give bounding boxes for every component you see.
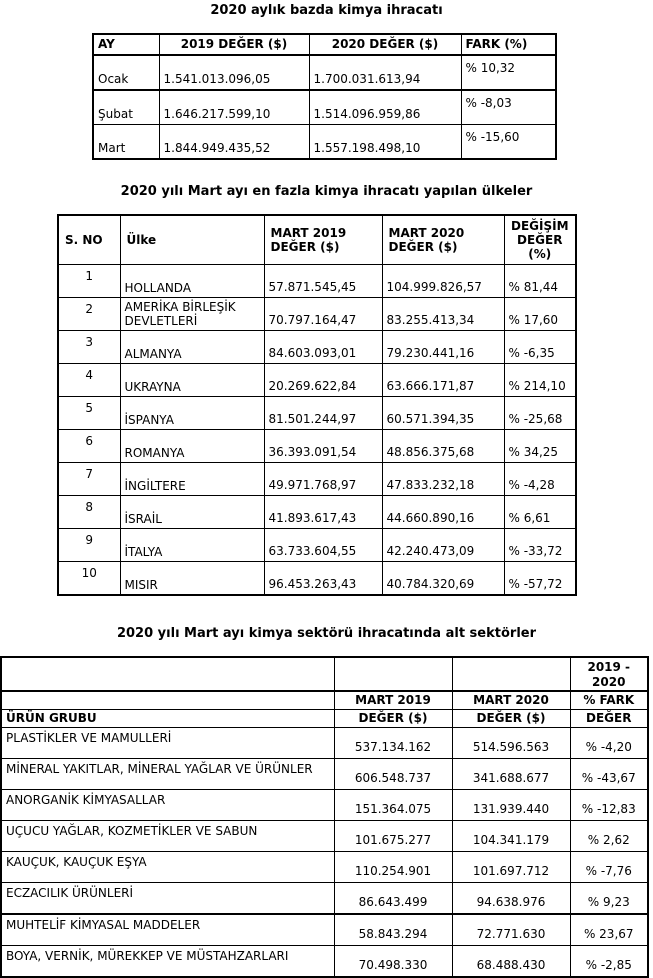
change-cell: % -33,72 bbox=[504, 529, 576, 562]
header-change-line1: DEĞİŞİM bbox=[510, 219, 569, 233]
table-header-row bbox=[58, 215, 576, 265]
table-row bbox=[58, 265, 576, 298]
value-2019-cell: 41.893.617,43 bbox=[264, 496, 382, 529]
value-2020-cell: 94.638.976 bbox=[452, 883, 570, 915]
table-header-row bbox=[1, 710, 648, 728]
header-2020-value: 2020 DEĞER ($) bbox=[309, 34, 461, 55]
table-header-row bbox=[93, 34, 556, 55]
value-2020-cell: 44.660.890,16 bbox=[382, 496, 504, 529]
difference-cell: % -15,60 bbox=[461, 125, 556, 160]
header-march-2019 bbox=[264, 215, 382, 265]
header-year-range-line2: 2020 bbox=[592, 675, 626, 689]
country-cell: ALMANYA bbox=[120, 331, 264, 364]
header-month: AY bbox=[93, 34, 159, 55]
value-2020-cell: 60.571.394,35 bbox=[382, 397, 504, 430]
value-2019-cell: 1.844.949.435,52 bbox=[159, 125, 309, 160]
country-cell: UKRAYNA bbox=[120, 364, 264, 397]
value-2019-cell: 63.733.604,55 bbox=[264, 529, 382, 562]
subsectors-table-title: 2020 yılı Mart ayı kimya sektörü ihracatında alt sektörler bbox=[116, 626, 537, 641]
header-change-line3: (%) bbox=[528, 247, 552, 261]
header-change bbox=[504, 215, 576, 265]
product-group-cell: BOYA, VERNİK, MÜREKKEP VE MÜSTAHZARLARI bbox=[1, 946, 334, 978]
change-cell: % 34,25 bbox=[504, 430, 576, 463]
country-cell: AMERİKA BİRLEŞİK DEVLETLERİ bbox=[120, 298, 264, 331]
country-cell: İNGİLTERE bbox=[120, 463, 264, 496]
table-row bbox=[93, 125, 556, 160]
subsectors-export-table bbox=[0, 656, 649, 978]
header-march-2020 bbox=[382, 215, 504, 265]
sequence-no-cell: 5 bbox=[58, 397, 120, 430]
difference-cell: % 9,23 bbox=[570, 883, 648, 915]
value-2020-cell: 63.666.171,87 bbox=[382, 364, 504, 397]
value-2019-cell: 110.254.901 bbox=[334, 852, 452, 883]
change-cell: % -4,28 bbox=[504, 463, 576, 496]
month-cell: Ocak bbox=[93, 55, 159, 90]
header-march-2019-line2: DEĞER ($) bbox=[270, 240, 340, 254]
product-group-cell: MUHTELİF KİMYASAL MADDELER bbox=[1, 914, 334, 946]
country-cell: İSPANYA bbox=[120, 397, 264, 430]
value-2020-cell: 40.784.320,69 bbox=[382, 562, 504, 596]
difference-cell: % 2,62 bbox=[570, 821, 648, 852]
sequence-no-cell: 1 bbox=[58, 265, 120, 298]
value-2020-cell: 79.230.441,16 bbox=[382, 331, 504, 364]
value-2019-cell: 36.393.091,54 bbox=[264, 430, 382, 463]
product-group-cell: UÇUCU YAĞLAR, KOZMETİKLER VE SABUN bbox=[1, 821, 334, 852]
value-2020-cell: 47.833.232,18 bbox=[382, 463, 504, 496]
product-group-cell: PLASTİKLER VE MAMULLERİ bbox=[1, 728, 334, 759]
value-2020-cell: 104.999.826,57 bbox=[382, 265, 504, 298]
value-2019-cell: 81.501.244,97 bbox=[264, 397, 382, 430]
value-2019-cell: 20.269.622,84 bbox=[264, 364, 382, 397]
change-cell: % 214,10 bbox=[504, 364, 576, 397]
value-2020-cell: 42.240.473,09 bbox=[382, 529, 504, 562]
monthly-section bbox=[0, 0, 653, 160]
value-2019-cell: 606.548.737 bbox=[334, 759, 452, 790]
product-group-cell: MİNERAL YAKITLAR, MİNERAL YAĞLAR VE ÜRÜNLER bbox=[1, 759, 334, 790]
change-cell: % -57,72 bbox=[504, 562, 576, 596]
table-row bbox=[58, 331, 576, 364]
country-cell: İTALYA bbox=[120, 529, 264, 562]
table-row bbox=[1, 883, 648, 915]
difference-cell: % 23,67 bbox=[570, 914, 648, 946]
difference-cell: % -12,83 bbox=[570, 790, 648, 821]
country-cell: MISIR bbox=[120, 562, 264, 596]
value-2019-cell: 86.643.499 bbox=[334, 883, 452, 915]
month-cell: Mart bbox=[93, 125, 159, 160]
header-product-group: ÜRÜN GRUBU bbox=[1, 710, 334, 728]
country-cell: HOLLANDA bbox=[120, 265, 264, 298]
header-empty-cell bbox=[334, 657, 452, 691]
value-2020-cell: 48.856.375,68 bbox=[382, 430, 504, 463]
monthly-export-table bbox=[92, 33, 557, 160]
countries-export-table bbox=[57, 214, 577, 596]
difference-cell: % 10,32 bbox=[461, 55, 556, 90]
value-2019-cell: 84.603.093,01 bbox=[264, 331, 382, 364]
table-row bbox=[1, 728, 648, 759]
value-2019-cell: 151.364.075 bbox=[334, 790, 452, 821]
header-empty-cell bbox=[452, 657, 570, 691]
value-2020-cell: 72.771.630 bbox=[452, 914, 570, 946]
value-2020-cell: 83.255.413,34 bbox=[382, 298, 504, 331]
table-row bbox=[93, 90, 556, 125]
product-group-cell: ANORGANİK KİMYASALLAR bbox=[1, 790, 334, 821]
value-2019-cell: 1.541.013.096,05 bbox=[159, 55, 309, 90]
header-value-2019: DEĞER ($) bbox=[334, 710, 452, 728]
header-value-2020: DEĞER ($) bbox=[452, 710, 570, 728]
sequence-no-cell: 8 bbox=[58, 496, 120, 529]
value-2020-cell: 1.700.031.613,94 bbox=[309, 55, 461, 90]
value-2019-cell: 49.971.768,97 bbox=[264, 463, 382, 496]
sequence-no-cell: 2 bbox=[58, 298, 120, 331]
header-year-range bbox=[570, 657, 648, 691]
header-2019-value: 2019 DEĞER ($) bbox=[159, 34, 309, 55]
table-row bbox=[1, 759, 648, 790]
table-row bbox=[58, 298, 576, 331]
value-2020-cell: 1.557.198.498,10 bbox=[309, 125, 461, 160]
table-header-row bbox=[1, 657, 648, 691]
subsectors-section bbox=[0, 626, 653, 978]
table-row bbox=[1, 852, 648, 883]
value-2020-cell: 514.596.563 bbox=[452, 728, 570, 759]
difference-cell: % -8,03 bbox=[461, 90, 556, 125]
countries-section bbox=[0, 184, 653, 596]
value-2020-cell: 68.488.430 bbox=[452, 946, 570, 978]
product-group-cell: KAUÇUK, KAUÇUK EŞYA bbox=[1, 852, 334, 883]
value-2019-cell: 58.843.294 bbox=[334, 914, 452, 946]
header-value-diff: DEĞER bbox=[570, 710, 648, 728]
change-cell: % 6,61 bbox=[504, 496, 576, 529]
table-row bbox=[58, 463, 576, 496]
sequence-no-cell: 9 bbox=[58, 529, 120, 562]
value-2020-cell: 104.341.179 bbox=[452, 821, 570, 852]
header-march-2020: MART 2020 bbox=[452, 691, 570, 710]
value-2019-cell: 70.498.330 bbox=[334, 946, 452, 978]
value-2019-cell: 96.453.263,43 bbox=[264, 562, 382, 596]
difference-cell: % -4,20 bbox=[570, 728, 648, 759]
table-row bbox=[93, 55, 556, 90]
difference-cell: % -2,85 bbox=[570, 946, 648, 978]
table-row bbox=[58, 430, 576, 463]
header-change-line2: DEĞER bbox=[517, 233, 563, 247]
difference-cell: % -43,67 bbox=[570, 759, 648, 790]
value-2020-cell: 1.514.096.959,86 bbox=[309, 90, 461, 125]
table-header-row bbox=[1, 691, 648, 710]
table-row bbox=[58, 364, 576, 397]
change-cell: % 17,60 bbox=[504, 298, 576, 331]
countries-table-title: 2020 yılı Mart ayı en fazla kimya ihracatı yapılan ülkeler bbox=[120, 184, 533, 199]
sequence-no-cell: 10 bbox=[58, 562, 120, 596]
value-2019-cell: 70.797.164,47 bbox=[264, 298, 382, 331]
header-march-2020-line2: DEĞER ($) bbox=[388, 240, 458, 254]
header-march-2019: MART 2019 bbox=[334, 691, 452, 710]
value-2019-cell: 537.134.162 bbox=[334, 728, 452, 759]
table-row bbox=[58, 496, 576, 529]
sequence-no-cell: 7 bbox=[58, 463, 120, 496]
table-row bbox=[1, 946, 648, 978]
month-cell: Şubat bbox=[93, 90, 159, 125]
value-2020-cell: 341.688.677 bbox=[452, 759, 570, 790]
table-row bbox=[1, 790, 648, 821]
product-group-cell: ECZACILIK ÜRÜNLERİ bbox=[1, 883, 334, 915]
country-cell: İSRAİL bbox=[120, 496, 264, 529]
header-empty-cell bbox=[1, 691, 334, 710]
header-difference: FARK (%) bbox=[461, 34, 556, 55]
value-2020-cell: 101.697.712 bbox=[452, 852, 570, 883]
value-2019-cell: 57.871.545,45 bbox=[264, 265, 382, 298]
sequence-no-cell: 6 bbox=[58, 430, 120, 463]
value-2019-cell: 1.646.217.599,10 bbox=[159, 90, 309, 125]
table-row bbox=[1, 914, 648, 946]
header-march-2020-line1: MART 2020 bbox=[388, 226, 465, 240]
change-cell: % -25,68 bbox=[504, 397, 576, 430]
sequence-no-cell: 4 bbox=[58, 364, 120, 397]
table-row bbox=[1, 821, 648, 852]
value-2019-cell: 101.675.277 bbox=[334, 821, 452, 852]
sequence-no-cell: 3 bbox=[58, 331, 120, 364]
header-year-range-line1: 2019 - bbox=[587, 660, 631, 674]
table-row bbox=[58, 397, 576, 430]
header-march-2019-line1: MART 2019 bbox=[270, 226, 347, 240]
change-cell: % 81,44 bbox=[504, 265, 576, 298]
difference-cell: % -7,76 bbox=[570, 852, 648, 883]
header-sequence-no: S. NO bbox=[58, 215, 120, 265]
header-empty-cell bbox=[1, 657, 334, 691]
table-row bbox=[58, 562, 576, 596]
value-2020-cell: 131.939.440 bbox=[452, 790, 570, 821]
header-country: Ülke bbox=[120, 215, 264, 265]
table-row bbox=[58, 529, 576, 562]
country-cell: ROMANYA bbox=[120, 430, 264, 463]
monthly-table-title: 2020 aylık bazda kimya ihracatı bbox=[210, 3, 443, 18]
header-pct-difference: % FARK bbox=[570, 691, 648, 710]
change-cell: % -6,35 bbox=[504, 331, 576, 364]
